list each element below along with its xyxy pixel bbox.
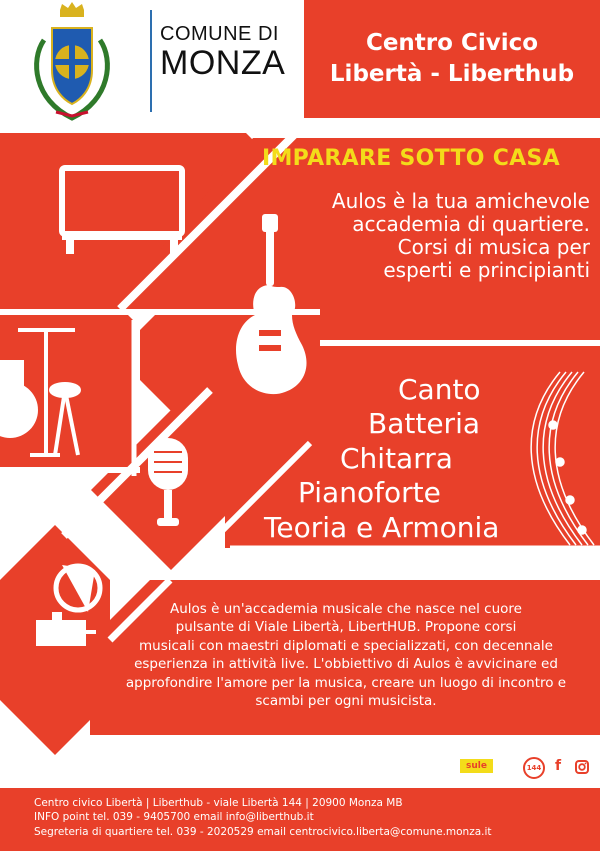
course-list — [258, 373, 508, 545]
description-line: approfondire l'amore per la musica, creare un luogo di incontro e — [125, 674, 567, 691]
crest-icon — [37, 2, 108, 118]
comune-logo-text — [160, 24, 285, 80]
description-line: pulsante di Viale Libertà, LibertHUB. Propone corsi — [175, 619, 517, 636]
sponsor-logo-sule: sule — [460, 759, 493, 773]
intro-line: esperti e principianti — [383, 258, 590, 282]
description-line: Aulos è un'accademia musicale che nasce nel cuore — [170, 601, 522, 617]
footer-secretariat: Segreteria di quartiere tel. 039 - 2020529 email centrocivico.liberta@comune.monza.it — [34, 825, 492, 838]
intro-line: Corsi di musica per — [397, 235, 590, 259]
description-line: musicali con maestri diplomati e specializzati, con decennale — [139, 637, 553, 654]
sponsor-logo-144: 144 — [523, 757, 545, 779]
course-item: Teoria e Armonia — [264, 510, 500, 544]
course-item: Batteria — [368, 407, 480, 441]
intro-line: Aulos è la tua amichevole — [331, 189, 590, 213]
instagram-icon[interactable] — [575, 760, 589, 774]
facebook-icon[interactable]: f — [555, 758, 562, 774]
header-title-line2: Libertà - Liberthub — [329, 61, 575, 87]
footer — [0, 788, 600, 851]
comune-small-label: COMUNE DI — [160, 23, 279, 45]
description-line: esperienza in attività live. L'obbiettivo di Aulos è avvicinare ed — [134, 656, 558, 673]
headline: IMPARARE SOTTO CASA — [262, 146, 560, 171]
footer-address: Centro civico Libertà | Liberthub - viale Libertà 144 | 20900 Monza MB — [34, 797, 403, 809]
header-title-box — [304, 0, 600, 118]
course-item: Canto — [398, 373, 481, 406]
comune-city-label: MONZA — [160, 44, 286, 82]
description-text — [104, 600, 588, 711]
header-title-line1: Centro Civico — [365, 29, 539, 56]
intro-line: accademia di quartiere. — [352, 212, 590, 236]
description-line: scambi per ogni musicista. — [255, 693, 437, 710]
course-item: Chitarra — [340, 441, 453, 475]
course-item: Pianoforte — [298, 476, 441, 510]
intro-text — [280, 190, 590, 282]
footer-info-point: INFO point tel. 039 - 9405700 email info@liberthub.it — [34, 811, 314, 824]
